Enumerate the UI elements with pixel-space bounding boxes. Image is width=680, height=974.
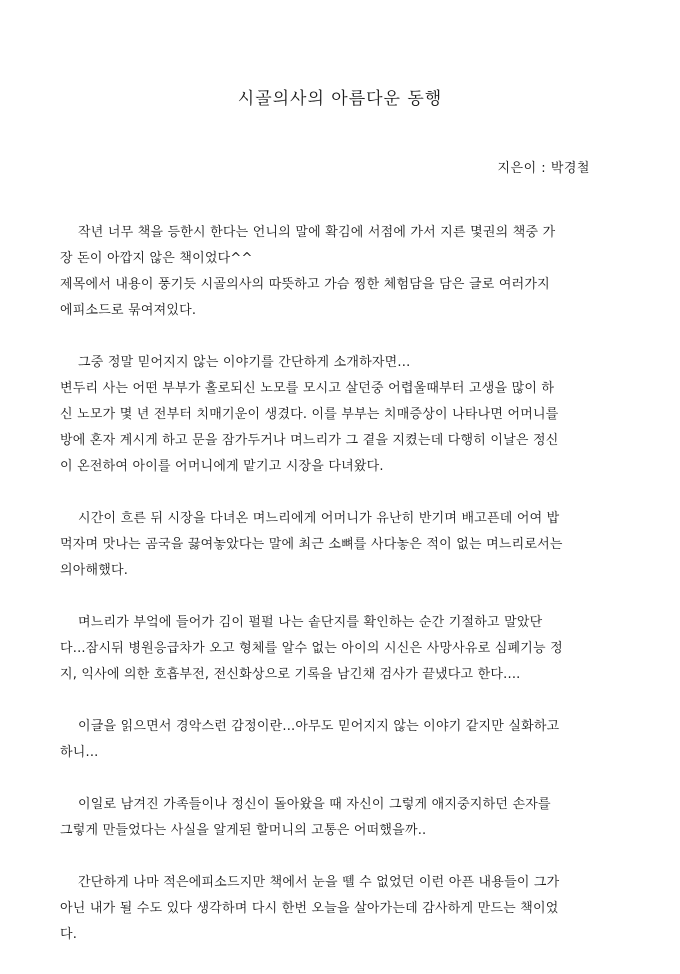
text-line: 제목에서 내용이 풍기듯 시골의사의 따뜻하고 가슴 찡한 체험담을 담은 글로 여러가지 [60, 277, 550, 292]
text-line: 그중 정말 믿어지지 않는 이야기를 간단하게 소개하자면... [78, 355, 411, 370]
text-line: 하니... [60, 745, 99, 760]
document-body [60, 220, 622, 974]
text-line: 간단하게 나마 적은에피소드지만 책에서 눈을 뗄 수 없었던 이런 아픈 내용들이 그가 [78, 875, 560, 890]
text-line: 방에 혼자 계시게 하고 문을 잠가두거나 며느리가 그 곁을 지켰는데 다행히 이날은 정신 [60, 433, 559, 448]
text-line: 이일로 남겨진 가족들이나 정신이 돌아왔을 때 자신이 그렇게 애지중지하던 손자를 [78, 797, 551, 812]
paragraph [60, 870, 622, 948]
document-title: 시골의사의 아름다운 동행 [237, 89, 443, 109]
text-line: 며느리가 부엌에 들어가 김이 펄펄 나는 솥단지를 확인하는 순간 기절하고 말았단 [78, 615, 543, 630]
text-line: 먹자며 맛나는 곰국을 끓여놓았다는 말에 최근 소뼈를 사다놓은 적이 없는 며느리로서는 [60, 537, 563, 552]
text-line: 에피소드로 묶여져있다. [60, 303, 197, 318]
text-line: 다. [60, 927, 78, 942]
text-line: 지, 익사에 의한 호흡부전, 전신화상으로 기록을 남긴채 검사가 끝냈다고 한다.... [60, 667, 521, 682]
paragraph [60, 350, 622, 480]
text-line: 변두리 사는 어떤 부부가 홀로되신 노모를 모시고 살던중 어렵울때부터 고생을 많이 하 [60, 381, 555, 396]
text-line: 작년 너무 책을 등한시 한다는 언니의 말에 확김에 서점에 가서 지른 몇권의 책중 가 [78, 225, 556, 240]
text-line: 아닌 내가 될 수도 있다 생각하며 다시 한번 오늘을 살아가는데 감사하게 만드는 책이었 [60, 901, 559, 916]
text-line: 그렇게 만들었다는 사실을 알게된 할머니의 고통은 어떠했을까.. [60, 823, 427, 838]
paragraph [60, 792, 622, 844]
paragraph [60, 506, 622, 584]
paragraph [60, 714, 622, 766]
text-line: 이글을 읽으면서 경악스런 감정이란...아무도 믿어지지 않는 이야기 같지만 실화하고 [78, 719, 560, 734]
text-line: 다...잠시뒤 병원응급차가 오고 형체를 알수 없는 아이의 시신은 사망사유로 심폐기능 정 [60, 641, 563, 656]
paragraph [60, 220, 622, 324]
text-line: 이 온전하여 아이를 어머니에게 맡기고 시장을 다녀왔다. [60, 459, 384, 474]
text-line: 신 노모가 몇 년 전부터 치매기운이 생겼다. 이를 부부는 치매증상이 나타나면 어머니를 [60, 407, 559, 422]
author-line: 지은이 : 박경철 [497, 161, 590, 176]
text-line: 시간이 흐른 뒤 시장을 다녀온 며느리에게 어머니가 유난히 반기며 배고픈데 어여 밥 [78, 511, 560, 526]
text-line: 의아해했다. [60, 563, 129, 578]
paragraph [60, 610, 622, 688]
text-line: 장 돈이 아깝지 않은 책이었다^^ [60, 251, 253, 266]
